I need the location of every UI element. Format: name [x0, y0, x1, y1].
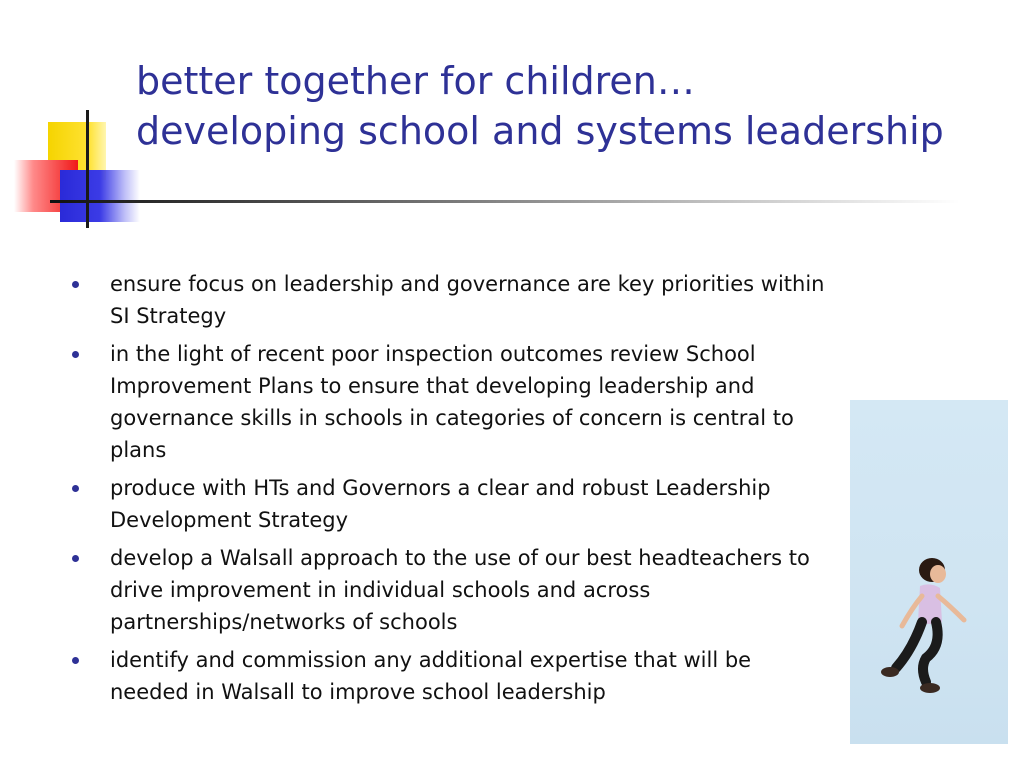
bullet-dot-icon — [72, 351, 79, 358]
bullet-list — [72, 268, 832, 714]
bullet-text: develop a Walsall approach to the use of our best headteachers to drive improvement in individual schools and across partnerships/networks of schools — [110, 546, 810, 634]
bullet-text: produce with HTs and Governors a clear and robust Leadership Development Strategy — [110, 476, 771, 532]
bullet-text: ensure focus on leadership and governance are key priorities within SI Strategy — [110, 272, 825, 328]
slide-title — [136, 56, 1006, 156]
title-underline-rule — [50, 200, 960, 203]
bullet-dot-icon — [72, 555, 79, 562]
bullet-dot-icon — [72, 657, 79, 664]
bullet-item — [72, 338, 832, 466]
bullet-item — [72, 542, 832, 638]
bullet-dot-icon — [72, 281, 79, 288]
bullet-text: identify and commission any additional expertise that will be needed in Walsall to improve school leadership — [110, 648, 752, 704]
title-line-2: developing school and systems leadership — [136, 109, 944, 153]
bullet-item — [72, 472, 832, 536]
bullet-item — [72, 644, 832, 708]
running-child-photo-icon — [850, 400, 1008, 744]
running-child-illustration — [850, 400, 1008, 744]
bullet-text: in the light of recent poor inspection outcomes review School Improvement Plans to ensure that developing leadership and governance skills in schools in categories of concern is central to plans — [110, 342, 794, 462]
blue-square — [60, 170, 140, 222]
bullet-dot-icon — [72, 485, 79, 492]
title-line-1: better together for children… — [136, 59, 695, 103]
vertical-rule — [86, 110, 89, 228]
bullet-item — [72, 268, 832, 332]
